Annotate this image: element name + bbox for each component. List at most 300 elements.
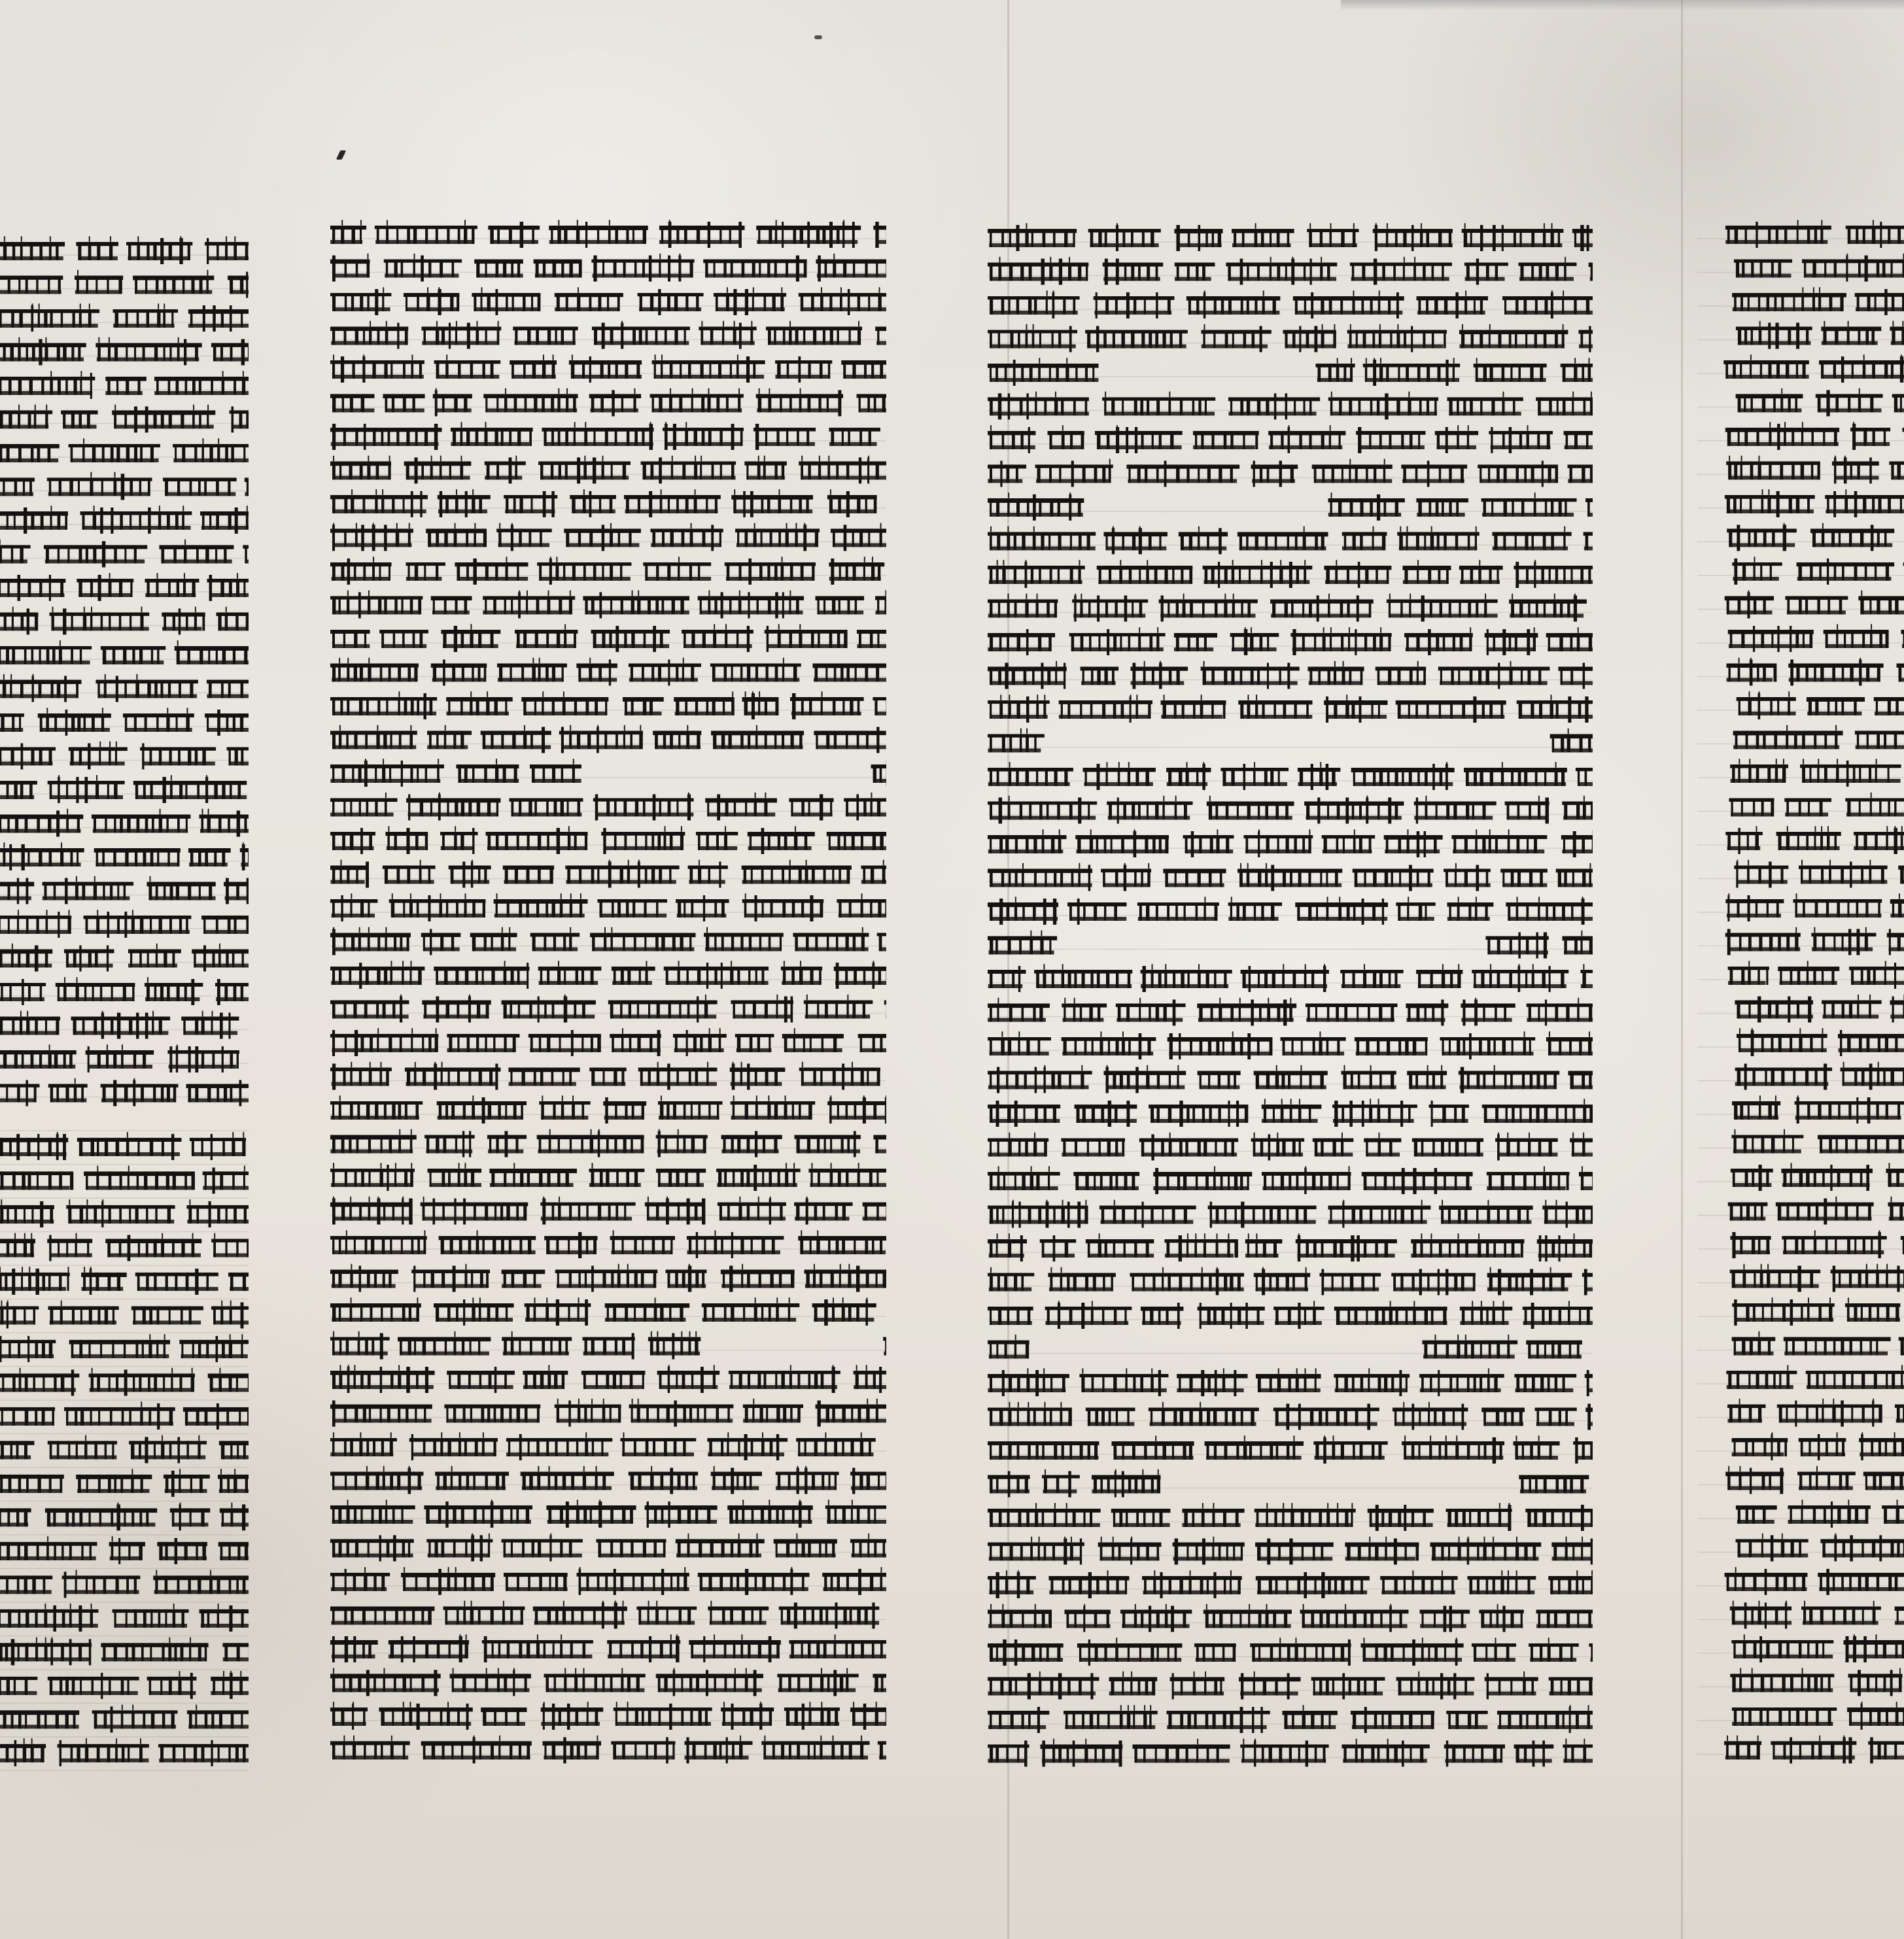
- hebrew-word: [1256, 1369, 1321, 1392]
- hebrew-word: [546, 1500, 636, 1528]
- hebrew-word: [1451, 830, 1547, 853]
- hebrew-word: [1368, 1505, 1434, 1531]
- hebrew-word: [565, 861, 679, 888]
- hebrew-word: [590, 928, 695, 952]
- hebrew-word: [583, 591, 689, 619]
- hebrew-word: [658, 1096, 723, 1120]
- hebrew-word: [330, 1568, 390, 1595]
- hebrew-word: [1732, 1298, 1835, 1326]
- hebrew-word: [50, 608, 150, 635]
- hebrew-word: [1396, 696, 1506, 723]
- hebrew-word: [1402, 560, 1451, 584]
- hebrew-word: [742, 861, 852, 884]
- hebrew-word: [761, 1736, 869, 1760]
- hebrew-word: [1262, 1099, 1322, 1123]
- hebrew-word: [988, 1605, 1052, 1628]
- hebrew-word: [243, 541, 249, 568]
- hebrew-word: [92, 1705, 178, 1732]
- hebrew-word: [1132, 1740, 1230, 1763]
- hebrew-word: [541, 1702, 604, 1730]
- hebrew-word: [435, 1467, 509, 1490]
- hebrew-word: [538, 456, 631, 484]
- hebrew-word: [1537, 1234, 1593, 1261]
- hebrew-word: [652, 355, 765, 383]
- hebrew-word: [222, 1638, 249, 1661]
- hebrew-word: [1107, 797, 1192, 824]
- hebrew-word: [988, 931, 1057, 955]
- hebrew-word: [1062, 999, 1107, 1022]
- hebrew-word: [1549, 1677, 1593, 1696]
- hebrew-word: [1040, 1740, 1122, 1767]
- hebrew-word: [610, 1029, 661, 1056]
- hebrew-word: [330, 1096, 423, 1120]
- hebrew-word: [1485, 628, 1538, 655]
- hebrew-word: [446, 692, 513, 715]
- hebrew-word: [858, 1029, 886, 1052]
- hebrew-word: [1072, 594, 1148, 622]
- hebrew-word: [219, 1437, 249, 1463]
- hebrew-word: [1730, 1602, 1791, 1629]
- hebrew-word: [1550, 729, 1593, 753]
- hebrew-word: [581, 1371, 646, 1389]
- hebrew-word: [1440, 1032, 1535, 1059]
- hebrew-word: [1226, 258, 1337, 285]
- hebrew-word: [1230, 628, 1279, 655]
- hebrew-word: [0, 1171, 73, 1190]
- hebrew-word: [857, 625, 886, 652]
- hebrew-word: [1562, 797, 1593, 824]
- hebrew-word: [1351, 1707, 1434, 1733]
- hebrew-word: [799, 456, 886, 484]
- hebrew-word: [1270, 594, 1374, 622]
- hebrew-word: [159, 540, 234, 564]
- hebrew-word: [878, 1738, 886, 1764]
- hebrew-word: [884, 995, 886, 1023]
- hebrew-word: [200, 506, 249, 534]
- hebrew-word: [643, 557, 711, 581]
- hebrew-word: [705, 793, 777, 821]
- hebrew-word: [725, 557, 816, 585]
- hebrew-word: [663, 422, 744, 450]
- hebrew-word: [781, 961, 822, 985]
- hebrew-word: [1838, 1030, 1904, 1056]
- hebrew-word: [330, 1433, 397, 1456]
- hebrew-word: [431, 596, 472, 615]
- hebrew-word: [1546, 1032, 1593, 1055]
- hebrew-word: [1726, 456, 1820, 480]
- hebrew-word: [1820, 1534, 1904, 1562]
- hebrew-word: [1439, 1201, 1532, 1224]
- hebrew-word: [1732, 288, 1846, 311]
- hebrew-word: [1414, 797, 1497, 824]
- hebrew-word: [1886, 1163, 1904, 1187]
- hebrew-word: [1311, 1673, 1385, 1700]
- hebrew-word: [569, 355, 642, 383]
- hebrew-word: [1726, 1365, 1797, 1389]
- hebrew-word: [1579, 1167, 1593, 1194]
- hebrew-word: [440, 827, 477, 854]
- hebrew-word: [1818, 1569, 1904, 1595]
- hebrew-word: [1725, 1467, 1784, 1494]
- hebrew-word: [875, 322, 886, 349]
- hebrew-word: [486, 827, 588, 854]
- sheet-seam: [1681, 0, 1683, 1939]
- hebrew-word: [756, 389, 843, 417]
- hebrew-word: [330, 1265, 398, 1292]
- hebrew-word: [988, 1707, 1049, 1733]
- hebrew-word: [1737, 1029, 1827, 1056]
- hebrew-word: [1363, 358, 1460, 386]
- hebrew-word: [1083, 763, 1156, 790]
- hebrew-word: [0, 1200, 54, 1227]
- hebrew-word: [1104, 1066, 1186, 1093]
- hebrew-word: [375, 220, 477, 244]
- hebrew-word: [1075, 830, 1169, 857]
- hebrew-word: [1250, 1638, 1351, 1666]
- hebrew-word: [1307, 224, 1359, 247]
- hebrew-word: [437, 1096, 527, 1124]
- hebrew-word: [330, 1063, 392, 1090]
- hebrew-word: [1495, 1133, 1558, 1161]
- hebrew-word: [502, 1332, 572, 1356]
- hebrew-word: [1353, 865, 1434, 891]
- hebrew-word: [1109, 1672, 1158, 1696]
- hebrew-word: [1788, 1500, 1870, 1528]
- hebrew-word: [199, 1604, 249, 1632]
- hebrew-word: [0, 641, 92, 664]
- hebrew-word: [988, 1101, 1060, 1127]
- hebrew-word: [113, 1604, 189, 1628]
- hebrew-word: [1251, 461, 1298, 487]
- hebrew-word: [707, 1433, 788, 1460]
- hebrew-word: [1518, 258, 1576, 281]
- hebrew-word: [1159, 594, 1258, 622]
- hebrew-word: [1517, 695, 1593, 723]
- hebrew-word: [523, 1365, 568, 1389]
- hebrew-word: [92, 810, 190, 833]
- hebrew-word: [330, 828, 375, 854]
- hebrew-word: [988, 1369, 1069, 1396]
- hebrew-word: [831, 524, 886, 551]
- hebrew-word: [1731, 1635, 1833, 1662]
- hebrew-word: [1464, 259, 1508, 285]
- hebrew-word: [748, 827, 815, 854]
- hebrew-word: [1166, 1707, 1270, 1733]
- hebrew-word: [0, 1079, 39, 1107]
- hebrew-word: [1847, 1702, 1904, 1730]
- hebrew-word: [1782, 1231, 1886, 1258]
- hebrew-word: [1568, 1067, 1593, 1093]
- hebrew-word: [1868, 1738, 1904, 1764]
- hebrew-word: [434, 355, 501, 379]
- hebrew-word: [64, 946, 114, 972]
- hebrew-word: [1296, 1234, 1397, 1261]
- hebrew-word: [409, 1433, 498, 1460]
- hebrew-word: [330, 1130, 417, 1154]
- hebrew-word: [1102, 392, 1215, 416]
- hebrew-word: [1536, 1610, 1593, 1628]
- hebrew-word: [181, 1012, 239, 1039]
- hebrew-word: [988, 695, 1050, 723]
- hebrew-word: [608, 995, 718, 1023]
- hebrew-word: [1435, 426, 1478, 453]
- hebrew-word: [988, 325, 1077, 352]
- hebrew-word: [1819, 355, 1904, 383]
- hebrew-word: [1201, 662, 1300, 689]
- hebrew-word: [1240, 1740, 1328, 1767]
- hebrew-word: [1116, 999, 1186, 1026]
- hebrew-word: [1130, 1268, 1244, 1296]
- hebrew-word: [0, 1301, 39, 1328]
- hebrew-word: [1901, 1236, 1904, 1254]
- hebrew-word: [815, 596, 864, 615]
- hebrew-word: [192, 944, 249, 972]
- hebrew-word: [624, 490, 721, 517]
- hebrew-word: [1892, 390, 1904, 417]
- hebrew-word: [123, 708, 194, 732]
- hebrew-word: [1130, 662, 1188, 689]
- hebrew-word: [228, 1267, 249, 1291]
- hebrew-word: [988, 1335, 1030, 1359]
- hebrew-word: [789, 1635, 886, 1662]
- hebrew-word: [497, 659, 567, 682]
- hebrew-word: [1220, 763, 1289, 790]
- hebrew-word: [708, 1602, 769, 1625]
- hebrew-word: [1548, 1571, 1593, 1594]
- hebrew-word: [1412, 1139, 1483, 1157]
- hebrew-word: [1360, 1638, 1463, 1666]
- hebrew-word: [1207, 797, 1294, 820]
- hebrew-word: [988, 258, 1088, 285]
- hebrew-word: [173, 439, 249, 462]
- hebrew-word: [330, 1736, 410, 1760]
- hebrew-word: [1254, 1066, 1328, 1090]
- hebrew-word: [988, 1268, 1034, 1292]
- hebrew-word: [1149, 1101, 1248, 1127]
- hebrew-word: [1282, 1706, 1337, 1729]
- hebrew-word: [727, 1500, 812, 1528]
- hebrew-word: [384, 254, 462, 282]
- hebrew-word: [48, 1079, 88, 1103]
- hebrew-word: [45, 1503, 157, 1530]
- hebrew-word: [1888, 1197, 1904, 1221]
- hebrew-word: [43, 877, 134, 904]
- hebrew-word: [1438, 662, 1550, 689]
- hebrew-word: [0, 877, 34, 904]
- hebrew-word: [591, 254, 694, 282]
- hebrew-word: [482, 1635, 593, 1662]
- hebrew-word: [1103, 527, 1167, 555]
- hebrew-word: [1177, 1369, 1247, 1396]
- hebrew-word: [1251, 1133, 1304, 1161]
- hebrew-word: [1175, 263, 1215, 281]
- hebrew-word: [603, 1097, 646, 1124]
- hebrew-word: [69, 439, 160, 462]
- hebrew-word: [474, 260, 523, 278]
- hebrew-word: [404, 288, 459, 315]
- hebrew-word: [1332, 1099, 1417, 1127]
- hebrew-word: [564, 524, 641, 551]
- hebrew-word: [1342, 527, 1387, 551]
- hebrew-word: [1464, 763, 1567, 786]
- hebrew-word: [1733, 726, 1843, 749]
- hebrew-word: [714, 288, 786, 315]
- hebrew-word: [1186, 291, 1280, 318]
- hebrew-word: [427, 726, 472, 749]
- hebrew-word: [330, 894, 377, 921]
- hebrew-word: [1406, 1000, 1448, 1026]
- hebrew-word: [405, 1063, 500, 1090]
- hebrew-word: [1290, 628, 1391, 655]
- hebrew-word: [450, 1669, 531, 1696]
- hebrew-word: [593, 793, 694, 821]
- hebrew-word: [1262, 1167, 1351, 1194]
- hebrew-word: [1734, 260, 1792, 278]
- hebrew-word: [589, 389, 641, 417]
- hebrew-word: [1771, 1736, 1856, 1764]
- hebrew-word: [666, 1265, 707, 1292]
- hebrew-word: [48, 1435, 117, 1459]
- hebrew-word: [1447, 897, 1494, 921]
- hebrew-word: [101, 1079, 179, 1107]
- hebrew-word: [1141, 965, 1232, 992]
- hebrew-word: [988, 1741, 1029, 1767]
- hebrew-word: [0, 1537, 97, 1560]
- hebrew-word: [422, 995, 491, 1023]
- hebrew-word: [112, 405, 215, 433]
- hebrew-word: [411, 1265, 490, 1292]
- hebrew-word: [504, 491, 557, 517]
- hebrew-word: [698, 591, 804, 619]
- hebrew-word: [0, 1441, 34, 1459]
- hebrew-word: [157, 1538, 207, 1564]
- hebrew-word: [592, 322, 690, 349]
- hebrew-word: [508, 1068, 580, 1086]
- hebrew-word: [1585, 1370, 1593, 1396]
- hebrew-word: [487, 1131, 527, 1158]
- hebrew-word: [0, 1570, 52, 1594]
- hebrew-word: [1889, 456, 1904, 480]
- hebrew-word: [988, 999, 1050, 1022]
- hebrew-word: [1416, 291, 1488, 318]
- hebrew-word: [702, 1298, 799, 1322]
- hebrew-word: [1887, 928, 1904, 955]
- hebrew-word: [710, 659, 801, 682]
- hebrew-word: [988, 1639, 1064, 1666]
- hebrew-word: [988, 1403, 1072, 1426]
- hebrew-word: [854, 1365, 886, 1393]
- hebrew-word: [1228, 897, 1282, 921]
- hebrew-word: [330, 424, 442, 450]
- hebrew-word: [1732, 1332, 1776, 1356]
- hebrew-word: [1396, 1672, 1475, 1700]
- hebrew-word: [542, 422, 653, 450]
- hebrew-word: [1328, 493, 1405, 521]
- hebrew-word: [1164, 1234, 1238, 1261]
- hebrew-word: [190, 1133, 246, 1160]
- hebrew-word: [776, 1467, 839, 1494]
- hebrew-word: [645, 1197, 705, 1225]
- hebrew-word: [656, 1169, 706, 1187]
- hebrew-word: [1502, 291, 1593, 318]
- hebrew-word: [1737, 692, 1796, 719]
- hebrew-word: [0, 405, 52, 429]
- hebrew-word: [426, 524, 487, 547]
- hebrew-word: [330, 1231, 427, 1254]
- hebrew-word: [1485, 1672, 1538, 1700]
- hebrew-word: [793, 928, 869, 952]
- hebrew-word: [539, 1096, 590, 1120]
- hebrew-word: [537, 557, 631, 585]
- hebrew-word: [873, 1131, 886, 1158]
- hebrew-word: [812, 1298, 876, 1326]
- hebrew-word: [1340, 965, 1403, 988]
- hebrew-word: [988, 461, 1026, 487]
- hebrew-word: [611, 1738, 675, 1764]
- hebrew-word: [1174, 633, 1217, 651]
- hebrew-word: [1092, 1470, 1160, 1498]
- hebrew-word: [636, 1602, 697, 1625]
- hebrew-word: [1173, 1537, 1245, 1565]
- hebrew-word: [1241, 965, 1329, 992]
- hebrew-word: [988, 763, 1073, 786]
- hebrew-word: [406, 562, 445, 581]
- hebrew-word: [0, 978, 46, 1005]
- hebrew-word: [744, 456, 787, 480]
- hebrew-word: [988, 662, 1067, 689]
- hebrew-word: [1351, 763, 1455, 790]
- hebrew-word: [48, 776, 125, 803]
- hebrew-word: [808, 1163, 886, 1187]
- hebrew-word: [698, 1568, 810, 1595]
- hebrew-word: [799, 1063, 880, 1090]
- hebrew-word: [503, 866, 554, 884]
- text-column-left-partial: [0, 235, 249, 1792]
- hebrew-word: [1556, 864, 1593, 887]
- hebrew-word: [731, 1096, 816, 1120]
- hebrew-word: [0, 944, 52, 972]
- hebrew-word: [1585, 1403, 1593, 1430]
- hebrew-word: [140, 744, 216, 770]
- scroll-top-edge: [1341, 0, 1904, 10]
- hebrew-word: [1462, 224, 1564, 251]
- hebrew-word: [0, 1267, 70, 1295]
- hebrew-word: [1736, 389, 1803, 413]
- hebrew-word: [1045, 1301, 1132, 1329]
- hebrew-word: [1561, 830, 1593, 857]
- hebrew-word: [812, 664, 886, 682]
- hebrew-word: [533, 1602, 627, 1629]
- hebrew-word: [540, 1197, 635, 1225]
- hebrew-word: [1307, 662, 1364, 685]
- hebrew-word: [1182, 1503, 1244, 1527]
- hebrew-word: [76, 237, 118, 260]
- hebrew-word: [0, 742, 56, 770]
- hebrew-word: [1723, 355, 1809, 379]
- hebrew-word: [0, 237, 65, 260]
- hebrew-word: [1728, 1203, 1768, 1221]
- hebrew-word: [1776, 827, 1841, 850]
- hebrew-word: [676, 895, 729, 921]
- hebrew-word: [207, 574, 249, 601]
- hebrew-word: [1519, 1475, 1589, 1494]
- hebrew-word: [426, 1534, 493, 1562]
- hebrew-word: [84, 1166, 195, 1190]
- hebrew-word: [0, 506, 68, 534]
- hebrew-word: [871, 761, 886, 787]
- hebrew-word: [1097, 560, 1193, 584]
- hebrew-word: [827, 490, 877, 517]
